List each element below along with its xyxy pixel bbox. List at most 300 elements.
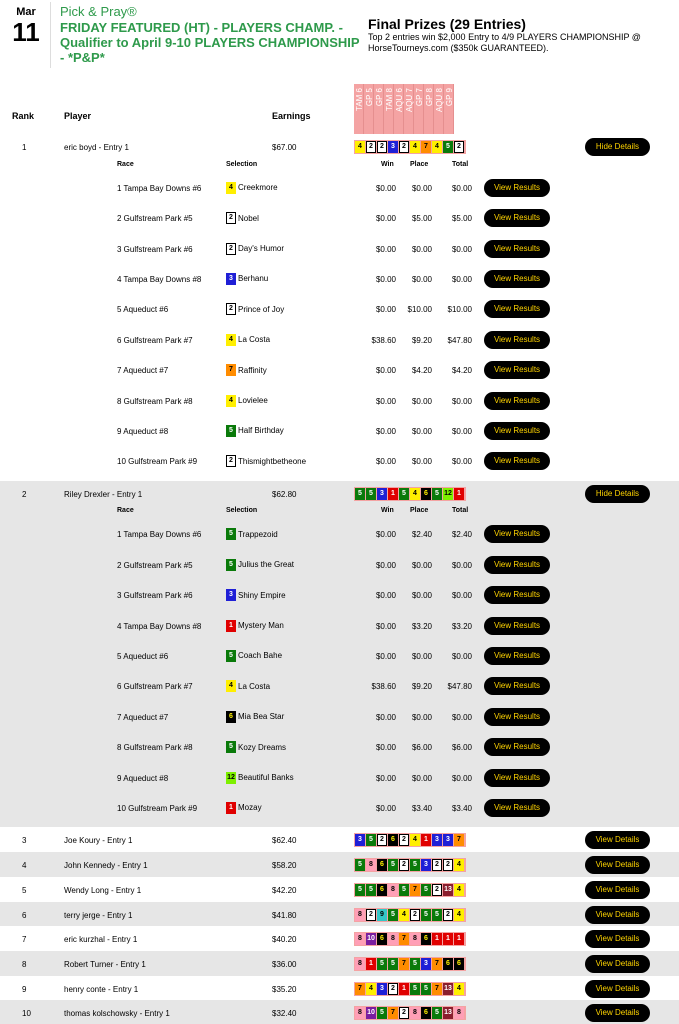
entry-picks — [354, 883, 466, 897]
detail-total-amount: $4.20 — [451, 366, 472, 376]
detail-horse-name: Kozy Dreams — [238, 742, 287, 752]
detail-selection-header: Selection — [226, 507, 258, 515]
detail-race-name: 7 Aqueduct #7 — [117, 712, 169, 722]
detail-horse-name: Beautiful Banks — [238, 773, 294, 783]
race-column-label: GP 5 — [365, 88, 374, 107]
detail-place-amount: $9.20 — [411, 335, 432, 345]
saddle-cloth-number: 8 — [355, 909, 365, 921]
saddle-cloth-number: 4 — [410, 141, 420, 153]
detail-race-name: 1 Tampa Bay Downs #6 — [117, 183, 202, 193]
entry-rank: 5 — [22, 885, 27, 895]
detail-total-amount: $0.00 — [451, 274, 472, 284]
saddle-cloth-number: 5 — [388, 859, 398, 871]
detail-selection — [226, 741, 286, 753]
detail-horse-name: Nobel — [238, 213, 259, 223]
detail-place-amount: $0.00 — [411, 457, 432, 467]
detail-race-name: 2 Gulfstream Park #5 — [117, 214, 193, 224]
view-results-button[interactable]: View Results — [484, 361, 550, 379]
saddle-cloth-number: 4 — [454, 909, 464, 921]
date-day: 11 — [12, 17, 40, 47]
saddle-cloth-number: 4 — [366, 983, 376, 995]
saddle-cloth-number: 7 — [226, 364, 236, 376]
detail-place-amount: $0.00 — [411, 396, 432, 406]
saddle-cloth-number: 1 — [432, 933, 442, 945]
saddle-cloth-number: 4 — [432, 141, 442, 153]
detail-win-amount: $0.00 — [375, 305, 396, 315]
saddle-cloth-number: 1 — [399, 983, 409, 995]
detail-place-amount: $9.20 — [411, 682, 432, 692]
saddle-cloth-number: 4 — [226, 395, 236, 407]
saddle-cloth-number: 5 — [432, 488, 442, 500]
saddle-cloth-number: 8 — [388, 884, 398, 896]
view-results-button[interactable]: View Results — [484, 525, 550, 543]
saddle-cloth-number: 1 — [226, 620, 236, 632]
saddle-cloth-number: 7 — [399, 933, 409, 945]
detail-horse-name: Mozay — [238, 803, 262, 813]
saddle-cloth-number: 6 — [388, 834, 398, 846]
brand-name: Pick & Pray® — [60, 4, 137, 19]
saddle-cloth-number: 5 — [226, 650, 236, 662]
detail-win-amount: $0.00 — [375, 591, 396, 601]
race-column-label: AQU 7 — [405, 88, 414, 113]
race-detail-row — [0, 203, 679, 233]
race-detail-row — [0, 550, 679, 580]
view-details-button[interactable]: View Details — [585, 881, 650, 899]
saddle-cloth-number: 2 — [399, 141, 409, 153]
saddle-cloth-number: 2 — [377, 141, 387, 153]
saddle-cloth-number: 3 — [377, 488, 387, 500]
saddle-cloth-number: 3 — [421, 958, 431, 970]
view-results-button[interactable]: View Results — [484, 677, 550, 695]
detail-race-name: 5 Aqueduct #6 — [117, 305, 169, 315]
detail-horse-name: La Costa — [238, 335, 271, 345]
detail-win-amount: $0.00 — [375, 396, 396, 406]
view-details-button[interactable]: View Details — [585, 980, 650, 998]
detail-place-amount: $0.00 — [411, 274, 432, 284]
detail-win-amount: $0.00 — [375, 183, 396, 193]
saddle-cloth-number: 7 — [410, 884, 420, 896]
detail-selection — [226, 303, 284, 315]
detail-place-header: Place — [410, 507, 429, 515]
view-results-button[interactable]: View Results — [484, 708, 550, 726]
saddle-cloth-number: 10 — [366, 933, 376, 945]
detail-selection — [226, 425, 284, 437]
detail-race-name: 8 Gulfstream Park #8 — [117, 396, 193, 406]
saddle-cloth-number: 2 — [432, 884, 442, 896]
saddle-cloth-number: 5 — [226, 559, 236, 571]
entry-picks — [354, 1006, 466, 1020]
view-results-button[interactable]: View Results — [484, 331, 550, 349]
saddle-cloth-number: 2 — [443, 859, 453, 871]
saddle-cloth-number: 3 — [355, 834, 365, 846]
detail-horse-name: Day's Humor — [238, 244, 284, 253]
entry-rank: 4 — [22, 861, 27, 871]
tournament-title: FRIDAY FEATURED (HT) - PLAYERS CHAMP. - Qualifier to April 9-10 PLAYERS CHAMPIONSHIP - *P&P* — [60, 20, 360, 65]
view-results-button[interactable]: View Results — [484, 240, 550, 258]
race-column-label: AQU 8 — [435, 88, 444, 113]
detail-win-amount: $0.00 — [375, 803, 396, 813]
detail-selection — [226, 559, 294, 571]
detail-place-amount: $0.00 — [411, 244, 432, 254]
saddle-cloth-number: 7 — [432, 958, 442, 970]
detail-race-name: 6 Gulfstream Park #7 — [117, 335, 193, 345]
detail-selection — [226, 772, 294, 784]
saddle-cloth-number: 2 — [226, 455, 236, 467]
saddle-cloth-number: 13 — [443, 983, 453, 995]
saddle-cloth-number: 7 — [454, 834, 464, 846]
detail-place-amount: $3.20 — [411, 621, 432, 631]
detail-race-name: 3 Gulfstream Park #6 — [117, 591, 193, 601]
saddle-cloth-number: 6 — [443, 958, 453, 970]
race-detail-row — [0, 671, 679, 701]
saddle-cloth-number: 2 — [226, 243, 236, 255]
saddle-cloth-number: 2 — [226, 212, 236, 224]
detail-total-amount: $0.00 — [451, 244, 472, 254]
detail-total-header: Total — [452, 507, 469, 515]
saddle-cloth-number: 1 — [443, 933, 453, 945]
race-column-label: GP 8 — [425, 88, 434, 107]
race-column-label: GP 9 — [445, 88, 454, 107]
saddle-cloth-number: 2 — [399, 1007, 409, 1019]
race-detail-row — [0, 641, 679, 671]
detail-total-amount: $2.40 — [451, 530, 472, 540]
race-column-header — [444, 84, 454, 134]
view-results-button[interactable]: View Results — [484, 617, 550, 635]
view-details-button[interactable]: View Details — [585, 955, 650, 973]
entry-picks — [354, 932, 466, 946]
saddle-cloth-number: 5 — [377, 958, 387, 970]
saddle-cloth-number: 2 — [366, 141, 376, 153]
detail-place-amount: $0.00 — [411, 560, 432, 570]
view-results-button[interactable]: View Results — [484, 556, 550, 574]
race-column-header — [354, 84, 364, 134]
view-details-button[interactable]: View Details — [585, 906, 650, 924]
saddle-cloth-number: 3 — [443, 834, 453, 846]
race-column-label: GP 6 — [375, 88, 384, 107]
saddle-cloth-number: 8 — [366, 859, 376, 871]
entry-earnings: $41.80 — [272, 910, 297, 920]
detail-total-amount: $47.80 — [447, 682, 472, 692]
detail-place-amount: $0.00 — [411, 712, 432, 722]
detail-total-amount: $5.00 — [451, 214, 472, 224]
saddle-cloth-number: 2 — [454, 141, 464, 153]
detail-win-amount: $0.00 — [375, 244, 396, 254]
race-column-label: TAM 6 — [355, 88, 364, 111]
race-column-label: AQU 6 — [395, 88, 404, 113]
saddle-cloth-number: 3 — [377, 983, 387, 995]
detail-race-name: 1 Tampa Bay Downs #6 — [117, 530, 202, 540]
entry-picks — [354, 957, 466, 971]
detail-place-amount: $0.00 — [411, 591, 432, 601]
detail-win-amount: $0.00 — [375, 743, 396, 753]
saddle-cloth-number: 13 — [443, 884, 453, 896]
saddle-cloth-number: 1 — [454, 488, 464, 500]
saddle-cloth-number: 6 — [421, 1007, 431, 1019]
detail-win-amount: $0.00 — [375, 530, 396, 540]
view-results-button[interactable]: View Results — [484, 799, 550, 817]
saddle-cloth-number: 5 — [355, 488, 365, 500]
entry-rank: 2 — [22, 489, 27, 499]
saddle-cloth-number: 7 — [388, 1007, 398, 1019]
view-results-button[interactable]: View Results — [484, 586, 550, 604]
detail-race-name: 9 Aqueduct #8 — [117, 773, 169, 783]
saddle-cloth-number: 8 — [454, 1007, 464, 1019]
detail-race-header: Race — [117, 507, 134, 515]
saddle-cloth-number: 5 — [366, 884, 376, 896]
detail-win-amount: $0.00 — [375, 621, 396, 631]
entry-rank: 8 — [22, 959, 27, 969]
view-details-button[interactable]: View Details — [585, 856, 650, 874]
race-detail-row — [0, 173, 679, 203]
entry-rank: 3 — [22, 836, 27, 846]
entry-picks — [354, 140, 466, 154]
detail-total-header: Total — [452, 160, 469, 168]
entry-earnings: $40.20 — [272, 935, 297, 945]
saddle-cloth-number: 6 — [226, 711, 236, 723]
race-detail-row — [0, 580, 679, 610]
race-column-header — [404, 84, 414, 134]
saddle-cloth-number: 5 — [443, 141, 453, 153]
detail-horse-name: Creekmore — [238, 183, 278, 193]
race-column-label: GP 7 — [415, 88, 424, 107]
saddle-cloth-number: 2 — [399, 834, 409, 846]
view-results-button[interactable]: View Results — [484, 179, 550, 197]
detail-race-name: 5 Aqueduct #6 — [117, 651, 169, 661]
entry-earnings: $67.00 — [272, 143, 297, 152]
leaderboard-entry — [0, 1000, 679, 1024]
detail-race-name: 2 Gulfstream Park #5 — [117, 560, 193, 570]
detail-horse-name: La Costa — [238, 681, 271, 691]
race-detail-row — [0, 294, 679, 324]
view-details-button[interactable]: View Details — [585, 930, 650, 948]
entry-rank: 6 — [22, 910, 27, 920]
race-detail-row — [0, 446, 679, 476]
detail-total-amount: $3.40 — [451, 803, 472, 813]
entry-player-name: thomas kolschowsky - Entry 1 — [64, 1009, 170, 1019]
entry-earnings: $36.00 — [272, 959, 297, 969]
view-results-button[interactable]: View Results — [484, 452, 550, 470]
prize-description: Top 2 entries win $2,000 Entry to 4/9 PLAYERS CHAMPIONSHIP @ HorseTourneys.com ($350k GUARANTEED). — [368, 32, 641, 53]
detail-win-amount: $0.00 — [375, 560, 396, 570]
entry-player-name: henry conte - Entry 1 — [64, 984, 139, 994]
detail-total-amount: $0.00 — [451, 396, 472, 406]
entry-rank: 9 — [22, 984, 27, 994]
saddle-cloth-number: 3 — [226, 273, 236, 285]
leaderboard-entry — [0, 951, 679, 976]
detail-horse-name: Berhanu — [238, 274, 269, 284]
saddle-cloth-number: 5 — [410, 983, 420, 995]
race-column-label: TAM 8 — [385, 88, 394, 111]
detail-win-amount: $0.00 — [375, 366, 396, 376]
saddle-cloth-number: 2 — [366, 909, 376, 921]
saddle-cloth-number: 5 — [399, 884, 409, 896]
detail-win-amount: $0.00 — [375, 773, 396, 783]
view-details-button[interactable]: View Details — [585, 831, 650, 849]
saddle-cloth-number: 5 — [355, 859, 365, 871]
view-results-button[interactable]: View Results — [484, 647, 550, 665]
header-divider — [50, 2, 51, 68]
detail-total-amount: $0.00 — [451, 773, 472, 783]
saddle-cloth-number: 6 — [377, 884, 387, 896]
detail-horse-name: Mia Bea Star — [238, 712, 285, 722]
race-detail-row — [0, 611, 679, 641]
detail-win-amount: $0.00 — [375, 426, 396, 436]
leaderboard-header — [0, 84, 679, 134]
race-column-headers — [354, 84, 454, 134]
saddle-cloth-number: 4 — [226, 182, 236, 194]
race-detail-row — [0, 519, 679, 549]
saddle-cloth-number: 5 — [421, 983, 431, 995]
detail-place-amount: $2.40 — [411, 530, 432, 540]
detail-place-amount: $6.00 — [411, 743, 432, 753]
race-column-header — [384, 84, 394, 134]
detail-race-name: 3 Gulfstream Park #6 — [117, 244, 193, 254]
leaderboard-entry — [0, 852, 679, 877]
player-column-header: Player — [64, 111, 92, 121]
view-results-button[interactable]: View Results — [484, 422, 550, 440]
date-badge — [6, 6, 46, 46]
saddle-cloth-number: 5 — [226, 528, 236, 540]
detail-race-name: 10 Gulfstream Park #9 — [117, 803, 198, 813]
detail-horse-name: Coach Bahe — [238, 651, 283, 661]
detail-total-amount: $0.00 — [451, 712, 472, 722]
saddle-cloth-number: 2 — [399, 859, 409, 871]
detail-total-amount: $0.00 — [451, 651, 472, 661]
detail-place-amount: $10.00 — [407, 305, 432, 315]
saddle-cloth-number: 5 — [226, 425, 236, 437]
saddle-cloth-number: 4 — [454, 884, 464, 896]
saddle-cloth-number: 1 — [421, 834, 431, 846]
detail-selection — [226, 212, 259, 224]
entry-picks — [354, 982, 466, 996]
entry-earnings: $58.20 — [272, 861, 297, 871]
saddle-cloth-number: 2 — [226, 303, 236, 315]
detail-race-name: 4 Tampa Bay Downs #8 — [117, 621, 202, 631]
detail-win-header: Win — [381, 160, 394, 168]
page-header — [0, 0, 679, 80]
detail-selection — [226, 650, 282, 662]
entry-rank: 7 — [22, 935, 27, 945]
saddle-cloth-number: 5 — [226, 741, 236, 753]
detail-total-amount: $6.00 — [451, 743, 472, 753]
detail-selection — [226, 455, 306, 467]
race-detail-row — [0, 234, 679, 264]
leaderboard-entry — [0, 877, 679, 902]
saddle-cloth-number: 2 — [377, 834, 387, 846]
entry-player-name: Wendy Long - Entry 1 — [64, 885, 142, 895]
race-column-header — [424, 84, 434, 134]
entry-earnings: $32.40 — [272, 1009, 297, 1019]
detail-horse-name: Thismightbetheone — [238, 456, 307, 466]
saddle-cloth-number: 5 — [421, 884, 431, 896]
race-detail-row — [0, 416, 679, 446]
saddle-cloth-number: 2 — [432, 859, 442, 871]
entry-picks — [354, 487, 466, 501]
detail-horse-name: Mystery Man — [238, 621, 284, 631]
detail-selection-header: Selection — [226, 160, 258, 168]
entry-earnings: $62.40 — [272, 836, 297, 846]
detail-race-header: Race — [117, 160, 134, 168]
detail-selection — [226, 711, 284, 723]
hide-details-button[interactable]: Hide Details — [585, 138, 650, 156]
detail-selection — [226, 364, 267, 376]
detail-horse-name: Half Birthday — [238, 426, 284, 436]
detail-selection — [226, 273, 268, 285]
detail-win-amount: $38.60 — [371, 335, 396, 345]
saddle-cloth-number: 5 — [366, 834, 376, 846]
saddle-cloth-number: 2 — [443, 909, 453, 921]
saddle-cloth-number: 8 — [355, 958, 365, 970]
detail-horse-name: Trappezoid — [238, 529, 278, 539]
saddle-cloth-number: 1 — [366, 958, 376, 970]
detail-total-amount: $47.80 — [447, 335, 472, 345]
race-detail-row — [0, 386, 679, 416]
saddle-cloth-number: 8 — [355, 933, 365, 945]
detail-race-name: 8 Gulfstream Park #8 — [117, 743, 193, 753]
detail-place-amount: $0.00 — [411, 426, 432, 436]
saddle-cloth-number: 7 — [421, 141, 431, 153]
detail-place-amount: $5.00 — [411, 214, 432, 224]
saddle-cloth-number: 3 — [388, 141, 398, 153]
detail-race-name: 10 Gulfstream Park #9 — [117, 457, 198, 467]
detail-place-header: Place — [410, 160, 429, 168]
view-results-button[interactable]: View Results — [484, 392, 550, 410]
entry-player-name: Joe Koury - Entry 1 — [64, 836, 133, 846]
entry-player-name: eric boyd - Entry 1 — [64, 143, 129, 152]
view-results-button[interactable]: View Results — [484, 209, 550, 227]
detail-horse-name: Raffinity — [238, 365, 267, 375]
view-results-button[interactable]: View Results — [484, 769, 550, 787]
race-column-header — [434, 84, 444, 134]
saddle-cloth-number: 4 — [399, 909, 409, 921]
saddle-cloth-number: 4 — [226, 334, 236, 346]
saddle-cloth-number: 7 — [432, 983, 442, 995]
view-details-button[interactable]: View Details — [585, 1004, 650, 1022]
detail-win-amount: $0.00 — [375, 274, 396, 284]
saddle-cloth-number: 3 — [432, 834, 442, 846]
saddle-cloth-number: 5 — [432, 1007, 442, 1019]
hide-details-button[interactable]: Hide Details — [585, 485, 650, 503]
entry-earnings: $62.80 — [272, 489, 297, 499]
leaderboard-entry — [0, 902, 679, 927]
saddle-cloth-number: 4 — [410, 834, 420, 846]
detail-place-amount: $0.00 — [411, 773, 432, 783]
view-results-button[interactable]: View Results — [484, 270, 550, 288]
view-results-button[interactable]: View Results — [484, 300, 550, 318]
saddle-cloth-number: 4 — [226, 680, 236, 692]
entry-player-name: terry jerge - Entry 1 — [64, 910, 133, 920]
race-detail-row — [0, 702, 679, 732]
saddle-cloth-number: 6 — [421, 933, 431, 945]
detail-total-amount: $0.00 — [451, 591, 472, 601]
race-column-header — [394, 84, 404, 134]
detail-horse-name: Shiny Empire — [238, 590, 286, 600]
saddle-cloth-number: 5 — [377, 1007, 387, 1019]
view-results-button[interactable]: View Results — [484, 738, 550, 756]
saddle-cloth-number: 3 — [421, 859, 431, 871]
saddle-cloth-number: 3 — [226, 589, 236, 601]
leaderboard-entry — [0, 134, 679, 481]
saddle-cloth-number: 12 — [226, 772, 236, 784]
detail-win-amount: $0.00 — [375, 457, 396, 467]
saddle-cloth-number: 1 — [454, 933, 464, 945]
saddle-cloth-number: 4 — [454, 983, 464, 995]
saddle-cloth-number: 6 — [421, 488, 431, 500]
saddle-cloth-number: 7 — [399, 958, 409, 970]
entry-picks — [354, 908, 466, 922]
saddle-cloth-number: 5 — [388, 958, 398, 970]
entry-player-name: John Kennedy - Entry 1 — [64, 861, 148, 871]
